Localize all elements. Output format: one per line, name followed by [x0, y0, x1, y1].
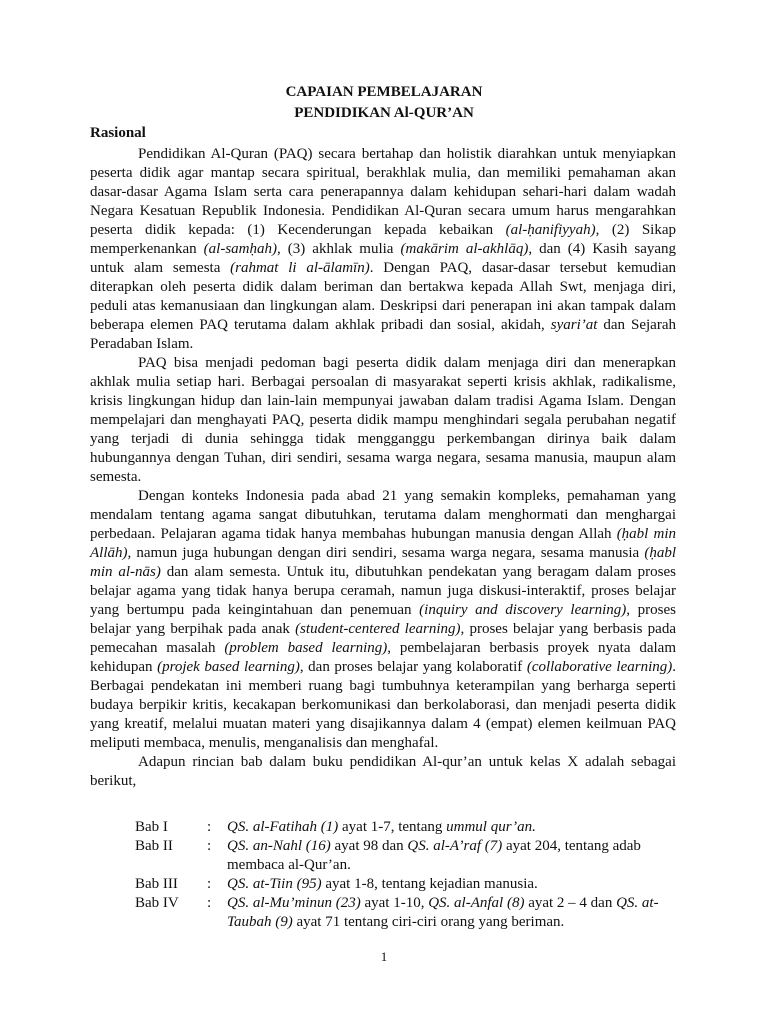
chapter-row: [90, 818, 676, 837]
text-run: ayat 204, tentang adab membaca al-Qur’an.: [227, 838, 641, 873]
italic-term: (collaborative learning): [526, 659, 673, 675]
italic-term: QS.: [227, 819, 250, 835]
italic-term: (ḥabl min Allāh): [90, 526, 676, 561]
chapter-description: [227, 818, 676, 837]
chapter-separator: :: [207, 895, 212, 911]
chapter-row: [90, 875, 676, 894]
italic-term: QS. at-Taubah (9): [227, 895, 659, 930]
document-subtitle: PENDIDIKAN Al-QUR’AN: [294, 105, 474, 121]
italic-term: (rahmat li al-ālamīn): [230, 260, 370, 276]
italic-term: QS. al-A’raf (7): [407, 838, 503, 854]
section-heading: Rasional: [90, 125, 146, 141]
chapter-row: [90, 894, 676, 932]
document-title: CAPAIAN PEMBELAJARAN: [285, 84, 483, 100]
text-run: . Berbagai pendekatan ini memberi ruang bagi tumbuhnya keterampilan yang berharga seperti budaya berpikir kritis, kecakapan berkomunikasi dan berkolaborasi, dan menjadi peserta didik yang kreatif, melalui muatan materi yang disajikannya dalam 4 (empat) elemen keilmuan PAQ meliputi membaca, menulis, menganalisis dan menghafal.: [90, 659, 676, 751]
text-run: , (2) Sikap memperkenankan: [90, 222, 676, 257]
text-run: , proses belajar yang berpihak pada anak: [90, 602, 676, 637]
text-run: , proses belajar yang berbasis pada pemecahan masalah: [90, 621, 676, 656]
text-run: Dengan konteks Indonesia pada abad 21 yang semakin kompleks, pemahaman yang mendalam tentang agama sangat dibutuhkan, terutama dalam menghormati dan menghargai perbedaan. Pelajaran agama tidak hanya membahas hubungan manusia dengan Allah: [90, 488, 676, 542]
text-run: , dan (4) Kasih sayang untuk alam semesta: [90, 241, 677, 276]
chapter-row: [90, 837, 676, 875]
italic-term: al-Fatihah (1): [252, 819, 339, 835]
italic-term: QS. at-Tiin (95): [227, 876, 322, 892]
text-run: ayat 1-10,: [360, 895, 429, 911]
chapter-description: [227, 894, 676, 932]
italic-term: (projek based learning): [157, 659, 300, 675]
italic-term: QS. al-Anfal (8): [428, 895, 525, 911]
chapter-label: Bab III: [135, 876, 178, 892]
chapter-description: [227, 837, 676, 875]
text-run: dan Sejarah Peradaban Islam.: [90, 317, 676, 352]
text-run: dan alam semesta. Untuk itu, dibutuhkan pendekatan yang beragam dalam proses belajar agama yang tidak hanya berupa ceramah, namun juga diskusi-interaktif, proses belajar yang bertumpu pada keingintahuan dan penemuan: [90, 564, 676, 618]
italic-term: syari’at: [550, 317, 598, 333]
chapter-label: Bab II: [135, 838, 173, 854]
text-run: ayat 98 dan: [330, 838, 408, 854]
italic-term: QS. al-Mu’minun (23): [227, 895, 361, 911]
italic-term: (problem based learning): [224, 640, 388, 656]
italic-term: (inquiry and discovery learning): [419, 602, 627, 618]
text-run: , (3) akhlak mulia: [276, 241, 401, 257]
italic-term: (student-centered learning): [295, 621, 461, 637]
text-run: , pembelajaran berbasis proyek nyata dalam kehidupan: [90, 640, 676, 675]
chapter-description: [227, 875, 676, 894]
chapter-list: [90, 818, 676, 932]
paragraph-3: [90, 487, 676, 753]
italic-term: (makārim al-akhlāq): [400, 241, 529, 257]
italic-term: (al-ḥanifiyyah): [505, 222, 596, 238]
chapter-label: Bab I: [135, 819, 168, 835]
chapter-separator: :: [207, 838, 212, 854]
text-run: PAQ bisa menjadi pedoman bagi peserta didik dalam menjaga diri dan menerapkan akhlak mulia setiap hari. Berbagai persoalan di masyarakat seperti krisis akhlak, radikalisme, krisis lingkungan hidup dan lain-lain mempunyai jawaban dalam tradisi Agama Islam. Dengan mempelajari dan menghayati PAQ, peserta didik mampu menghindari segala perubahan negatif yang terjadi di dunia sehingga tidak mengganggu perkembangan dirinya baik dalam hubungannya dengan Tuhan, diri sendiri, sesama warga negara, sesama manusia, maupun alam semesta.: [90, 355, 676, 485]
text-run: ayat 1-7, tentang: [338, 819, 447, 835]
chapter-label: Bab IV: [135, 895, 179, 911]
paragraph-2: [90, 354, 676, 487]
text-run: Adapun rincian bab dalam buku pendidikan Al-qur’an untuk kelas X adalah sebagai berikut,: [90, 754, 676, 789]
chapter-separator: :: [207, 819, 212, 835]
body-text: [90, 145, 676, 791]
italic-term: (al-samḥah): [203, 241, 277, 257]
page-number: 1: [380, 949, 388, 964]
text-run: . Dengan PAQ, dasar-dasar tersebut kemudian diterapkan oleh peserta didik dalam beriman dan bertakwa kepada Allah Swt, menjaga diri, peduli atas kemanusiaan dan lingkungan alam. Deskripsi dari penerapan ini akan tampak dalam beberapa elemen PAQ terutama dalam akhlak pribadi dan sosial, akidah,: [90, 260, 676, 333]
italic-term: ummul qur’an.: [446, 819, 536, 835]
text-run: ayat 71 tentang ciri-ciri orang yang beriman.: [292, 914, 565, 930]
text-run: ayat 1-8, tentang kejadian manusia.: [321, 876, 538, 892]
italic-term: (ḥabl min al-nās): [90, 545, 676, 580]
paragraph-1: [90, 145, 676, 354]
text-run: ayat 2 – 4 dan: [524, 895, 617, 911]
paragraph-4: [90, 753, 676, 791]
chapter-separator: :: [207, 876, 212, 892]
text-run: , namun juga hubungan dengan diri sendiri, sesama warga negara, sesama manusia: [127, 545, 645, 561]
text-run: , dan proses belajar yang kolaboratif: [299, 659, 527, 675]
text-run: Pendidikan Al-Quran (PAQ) secara bertahap dan holistik diarahkan untuk menyiapkan peserta didik agar mantap secara spiritual, berakhlak mulia, dan memiliki pemahaman akan dasar-dasar Agama Islam serta cara penerapannya dalam kehidupan sehari-hari dalam wadah Negara Kesatuan Republik Indonesia. Pendidikan Al-Quran secara umum harus mengarahkan peserta didik kepada: (1) Kecenderungan kepada kebaikan: [90, 146, 676, 238]
italic-term: QS. an-Nahl (16): [227, 838, 331, 854]
